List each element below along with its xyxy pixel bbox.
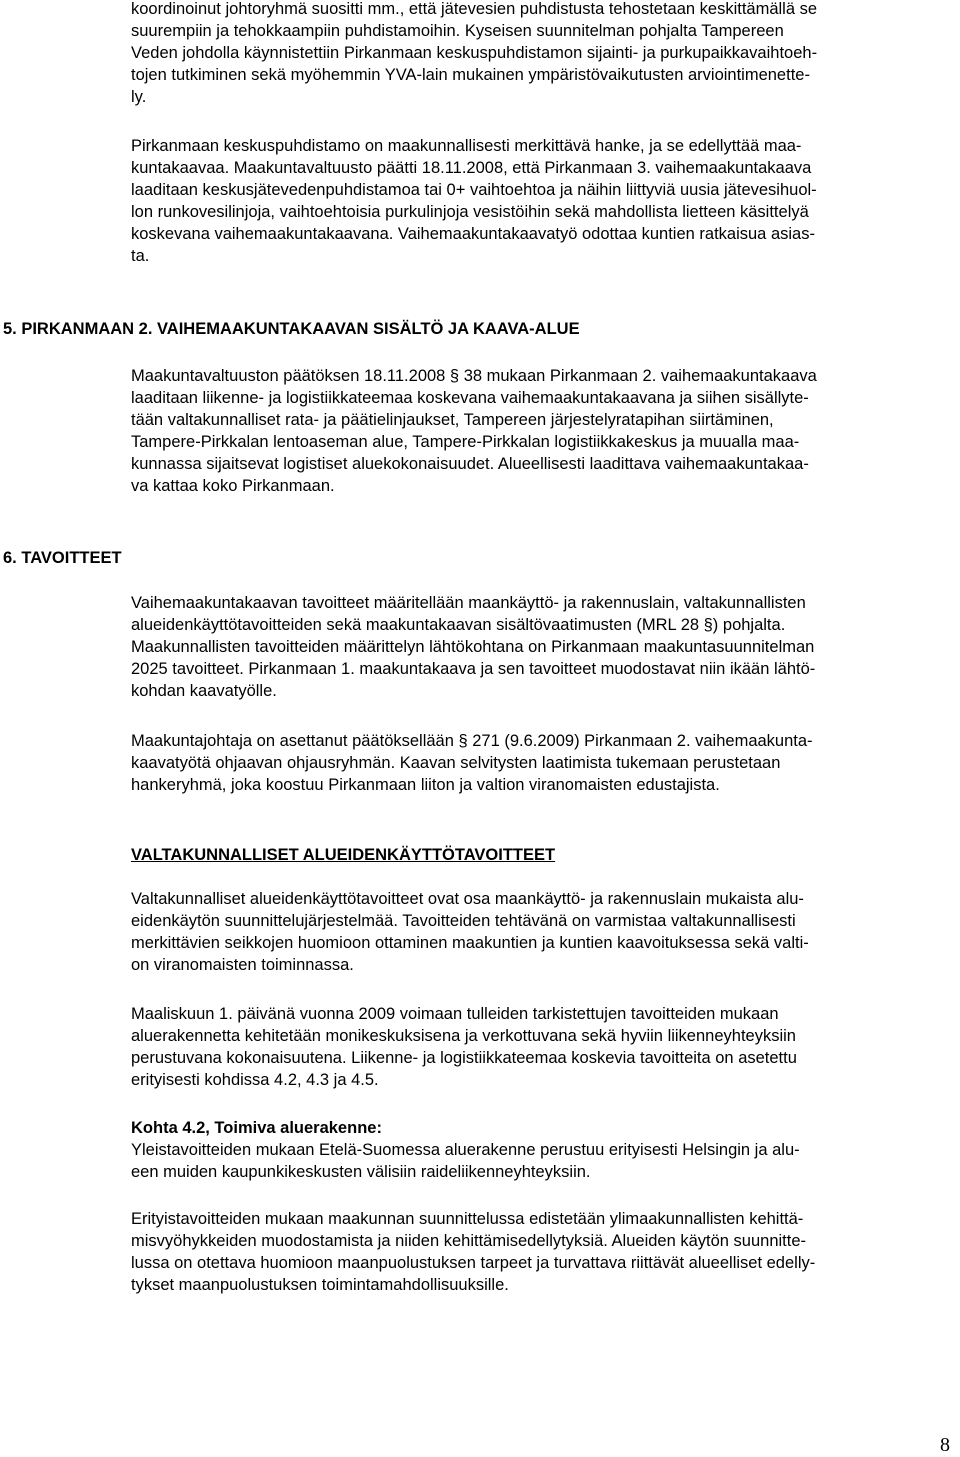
text-line: tään valtakunnalliset rata- ja päätielinjaukset, Tampereen järjestelyratapihan siirtäminen,: [131, 411, 774, 429]
text-line: perustuvana kokonaisuutena. Liikenne- ja logistiikkateemaa koskevia tavoitteita on asetettu: [131, 1049, 797, 1067]
valtakunnalliset-paragraph-1: [131, 888, 955, 976]
text-line: merkittävien seikkojen huomioon ottaminen maakuntien ja kuntien kaavoituksessa sekä valti-: [131, 934, 809, 952]
text-line: Pirkanmaan keskuspuhdistamo on maakunnallisesti merkittävä hanke, ja se edellyttää maa-: [131, 137, 802, 155]
text-line: Yleistavoitteiden mukaan Etelä-Suomessa aluerakenne perustuu erityisesti Helsingin ja alu-: [131, 1141, 800, 1159]
valtakunnalliset-heading: VALTAKUNNALLISET ALUEIDENKÄYTTÖTAVOITTEET: [131, 846, 556, 864]
text-line: Valtakunnalliset alueidenkäyttötavoitteet ovat osa maankäyttö- ja rakennuslain mukaista alu-: [131, 890, 804, 908]
text-line: Maakuntavaltuuston päätöksen 18.11.2008 § 38 mukaan Pirkanmaan 2. vaihemaakuntakaava: [131, 367, 817, 385]
text-line: kohdan kaavatyölle.: [131, 682, 277, 700]
text-line: erityisesti kohdissa 4.2, 4.3 ja 4.5.: [131, 1071, 379, 1089]
text-line: Maaliskuun 1. päivänä vuonna 2009 voimaan tulleiden tarkistettujen tavoitteiden mukaan: [131, 1005, 779, 1023]
text-line: alueidenkäyttötavoitteiden sekä maakuntakaavan sisältövaatimusten (MRL 28 §) pohjalta.: [131, 616, 786, 634]
valtakunnalliset-paragraph-2: [131, 1003, 955, 1091]
text-line: Tampere-Pirkkalan lentoaseman alue, Tampere-Pirkkalan logistiikkakeskus ja muualla maa-: [131, 433, 800, 451]
text-line: va kattaa koko Pirkanmaan.: [131, 477, 335, 495]
text-line: aluerakennetta kehitetään monikeskuksisena ja verkottuvana sekä hyviin liikenneyhteyksiin: [131, 1027, 796, 1045]
text-line: Maakunnallisten tavoitteiden määrittelyn lähtökohtana on Pirkanmaan maakuntasuunnitelman: [131, 638, 815, 656]
intro-paragraph-1: [131, 0, 955, 108]
text-line: kuntakaavaa. Maakuntavaltuusto päätti 18.11.2008, että Pirkanmaan 3. vaihemaakuntakaava: [131, 159, 812, 177]
text-line: laaditaan liikenne- ja logistiikkateemaa koskevana vaihemaakuntakaavana ja siihen sisällyte-: [131, 389, 809, 407]
text-line: Vaihemaakuntakaavan tavoitteet määritellään maankäyttö- ja rakennuslain, valtakunnallisten: [131, 594, 806, 612]
text-line: kaavatyötä ohjaavan ohjausryhmän. Kaavan selvitysten laatimista tukemaan perustetaan: [131, 754, 781, 772]
text-line: koordinoinut johtoryhmä suositti mm., että jätevesien puhdistusta tehostetaan keskittämällä se: [131, 0, 818, 18]
text-line: misvyöhykkeiden muodostamista ja niiden kehittämisedellytyksiä. Alueiden käytön suunnitte-: [131, 1232, 807, 1250]
text-line: 2025 tavoitteet. Pirkanmaan 1. maakuntakaava ja sen tavoitteet muodostavat niin ikään lähtö-: [131, 660, 816, 678]
page-number: 8: [940, 1434, 950, 1456]
section-6-heading: 6. TAVOITTEET: [3, 549, 122, 567]
text-line: Veden johdolla käynnistettiin Pirkanmaan keskuspuhdistamon sijainti- ja purkupaikkavaihtoeh-: [131, 44, 818, 62]
text-line: Maakuntajohtaja on asettanut päätöksellään § 271 (9.6.2009) Pirkanmaan 2. vaihemaakunta-: [131, 732, 813, 750]
text-line: een muiden kaupunkikeskusten välisiin raideliikenneyhteyksiin.: [131, 1163, 591, 1181]
valtakunnalliset-paragraph-4: [131, 1208, 955, 1296]
text-line: suurempiin ja tehokkaampiin puhdistamoihin. Kyseisen suunnitelman pohjalta Tampereen: [131, 22, 784, 40]
text-line: on viranomaisten toiminnassa.: [131, 956, 354, 974]
kohta-4-2-heading: Kohta 4.2, Toimiva aluerakenne:: [131, 1119, 382, 1137]
section-5-heading: 5. PIRKANMAAN 2. VAIHEMAAKUNTAKAAVAN SISÄLTÖ JA KAAVA-ALUE: [3, 320, 580, 338]
text-line: eidenkäytön suunnittelujärjestelmää. Tavoitteiden tehtävänä on varmistaa valtakunnallisesti: [131, 912, 796, 930]
section-6-paragraph-2: [131, 730, 955, 796]
text-line: koskevana vaihemaakuntakaavana. Vaihemaakuntakaavatyö odottaa kuntien ratkaisua asias-: [131, 225, 815, 243]
text-line: ta.: [131, 247, 150, 265]
section-5-paragraph: [131, 365, 955, 497]
text-line: ly.: [131, 88, 147, 106]
text-line: Erityistavoitteiden mukaan maakunnan suunnittelussa edistetään ylimaakunnallisten kehittä-: [131, 1210, 804, 1228]
section-6-paragraph-1: [131, 592, 955, 702]
valtakunnalliset-paragraph-3: [131, 1139, 955, 1183]
text-line: tojen tutkiminen sekä myöhemmin YVA-lain mukainen ympäristövaikutusten arviointimenette-: [131, 66, 810, 84]
text-line: laaditaan keskusjätevedenpuhdistamoa tai 0+ vaihtoehtoa ja näihin liittyviä uusia jätevesihuol-: [131, 181, 817, 199]
intro-paragraph-2: [131, 135, 955, 267]
text-line: kunnassa sijaitsevat logistiset aluekokonaisuudet. Alueellisesti laadittava vaihemaakuntakaa-: [131, 455, 809, 473]
text-line: lussa on otettava huomioon maanpuolustuksen tarpeet ja turvattava riittävät alueelliset edelly-: [131, 1254, 816, 1272]
text-line: hankeryhmä, joka koostuu Pirkanmaan liiton ja valtion viranomaisten edustajista.: [131, 776, 720, 794]
text-line: lon runkovesilinjoja, vaihtoehtoisia purkulinjoja vesistöihin sekä mahdollista lietteen käsittelyä: [131, 203, 809, 221]
text-line: tykset maanpuolustuksen toimintamahdollisuuksille.: [131, 1276, 509, 1294]
